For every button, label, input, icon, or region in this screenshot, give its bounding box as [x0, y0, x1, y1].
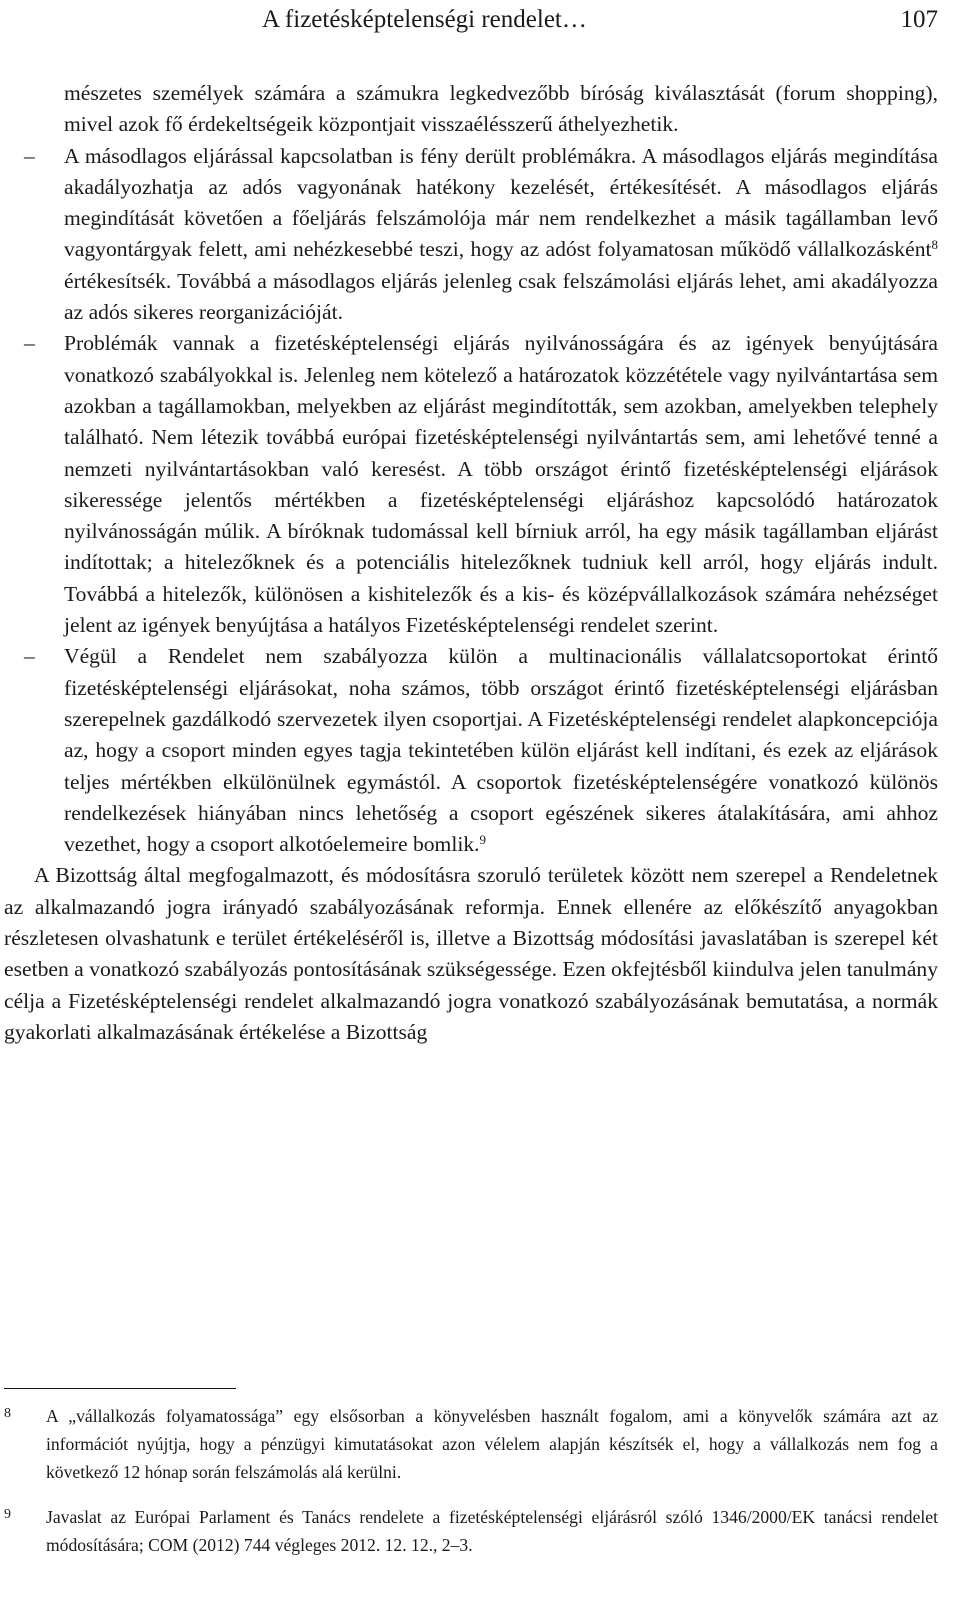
dash-marker: –: [24, 644, 35, 669]
list-item-text: értékesítsék. Továbbá a másodlagos eljárás jelenleg csak felszámolási eljárás lehet, ami akadályozza az adós sikeres reorganizációját.: [64, 268, 938, 325]
list-item-text: Problémák vannak a fizetésképtelenségi eljárás nyilvánosságára és az igények benyújtására vonatkozó szabályokkal is. Jelenleg nem kötelező a határozatok közzététele vagy nyilvántartása sem azokban a tagállamokban, melyekben az eljárást megindították, sem azokban, amelyekben telephely található. Nem létezik továbbá európai fizetésképtelenségi nyilvántartás sem, ami lehetővé tenné a nemzeti nyilvántartásokban való keresést. A több országot érintő fizetésképtelenségi eljárások sikeressége jelentős mértékben a fizetésképtelenségi eljáráshoz kapcsolódó határozatok nyilvánosságán múlik. A bíróknak tudomással kell bírniuk arról, ha egy másik tagállamban eljárást indítottak; a hitelezőknek és a potenciális hitelezőknek tudniuk kell arról, hogy eljárás indult. Továbbá a hitelezők, különösen a kishitelezők és a kis- és középvállalkozások számára nehézséget jelent az igények benyújtása a hatályos Fizetésképtelenségi rendelet szerint.: [64, 331, 938, 638]
footnotes: [4, 1403, 938, 1570]
footnote: [4, 1403, 938, 1486]
footnote-text: Javaslat az Európai Parlament és Tanács rendelete a fizetésképtelenségi eljárásról szóló 1346/2000/EK tanácsi rendelet módosítására; COM (2012) 744 végleges 2012. 12. 12., 2–3.: [46, 1506, 938, 1555]
list-item-text: Végül a Rendelet nem szabályozza külön a multinacionális vállalatcsoportokat érintő fizetésképtelenségi eljárásokat, noha számos, több országot érintő fizetésképtelenségi eljárásban szerepelnek gazdálkodó szervezetek ilyen csoportjai. A Fizetésképtelenségi rendelet alapkoncepciója az, hogy a csoport minden egyes tagja tekintetében külön eljárást kell indítani, és ezek az eljárások teljes mértékben elkülönülnek egymástól. A csoportok fizetésképtelenségére vonatkozó különös rendelkezések hiányában nincs lehetőség a csoport egészének sikeres átalakítására, ami ahhoz vezethet, hogy a csoport alkotóelemeire bomlik.: [64, 644, 938, 857]
dash-marker: –: [24, 331, 35, 356]
footnote-separator: [4, 1388, 236, 1389]
footnote-number: 8: [4, 1406, 11, 1421]
footnote-number: 9: [4, 1506, 11, 1522]
page-number: 107: [900, 6, 938, 33]
footnote: [4, 1504, 938, 1560]
running-head: [262, 2, 938, 38]
body-paragraph: A Bizottság által megfogalmazott, és módosításra szoruló területek között nem szerepel a Rendeletnek az alkalmazandó jogra irányadó szabályozásának reformja. Ennek ellenére az előkészítő anyagokban részletesen olvashatunk e terület értékeléséről is, illetve a Bizottság módosítási javaslatában is szerepel két esetben a vonatkozó szabályozás pontosításának szükségessége. Ezen okfejtésből kiindulva jelen tanulmány célja a Fizetésképtelenségi rendelet alkalmazandó jogra vonatkozó szabályozásának bemutatása, a normák gyakorlati alkalmazásának értékelése a Bizottság: [4, 863, 938, 1044]
footnote-text: A „vállalkozás folyamatossága” egy elsősorban a könyvelésben használt fogalom, ami a könyvelők számára azt az információt nyújtja, hogy a pénzügyi kimutatásokat azon vélelem alapján készítsék el, hogy a vállalkozás nem fog a következő 12 hónap során felszámolás alá kerülni.: [46, 1406, 938, 1482]
list-item: [4, 328, 938, 641]
list-item-text: A másodlagos eljárással kapcsolatban is fény derült problémákra. A másodlagos eljárás megindítása akadályozhatja az adós vagyonának hatékony kezelését, értékesítését. A másodlagos eljárás megindítását követően a főeljárás felszámolója már nem rendelkezhet a másik tagállamban levő vagyontárgyak felett, ami nehézkesebbé teszi, hogy az adóst folyamatosan működő vállalkozásként: [64, 143, 938, 262]
continued-item-text: mészetes személyek számára a számukra legkedvezőbb bíróság kiválasztását (forum shopping), mivel azok fő érdekeltségeik központjait visszaélésszerű áthelyezhetik.: [64, 81, 938, 137]
list-item: [4, 141, 938, 329]
footnote-reference[interactable]: 8: [931, 237, 938, 253]
list-item: [4, 641, 938, 860]
running-title: A fizetésképtelenségi rendelet…: [262, 6, 587, 33]
dash-marker: –: [24, 143, 35, 168]
body-text: [4, 78, 938, 1048]
footnote-reference[interactable]: 9: [479, 832, 487, 848]
